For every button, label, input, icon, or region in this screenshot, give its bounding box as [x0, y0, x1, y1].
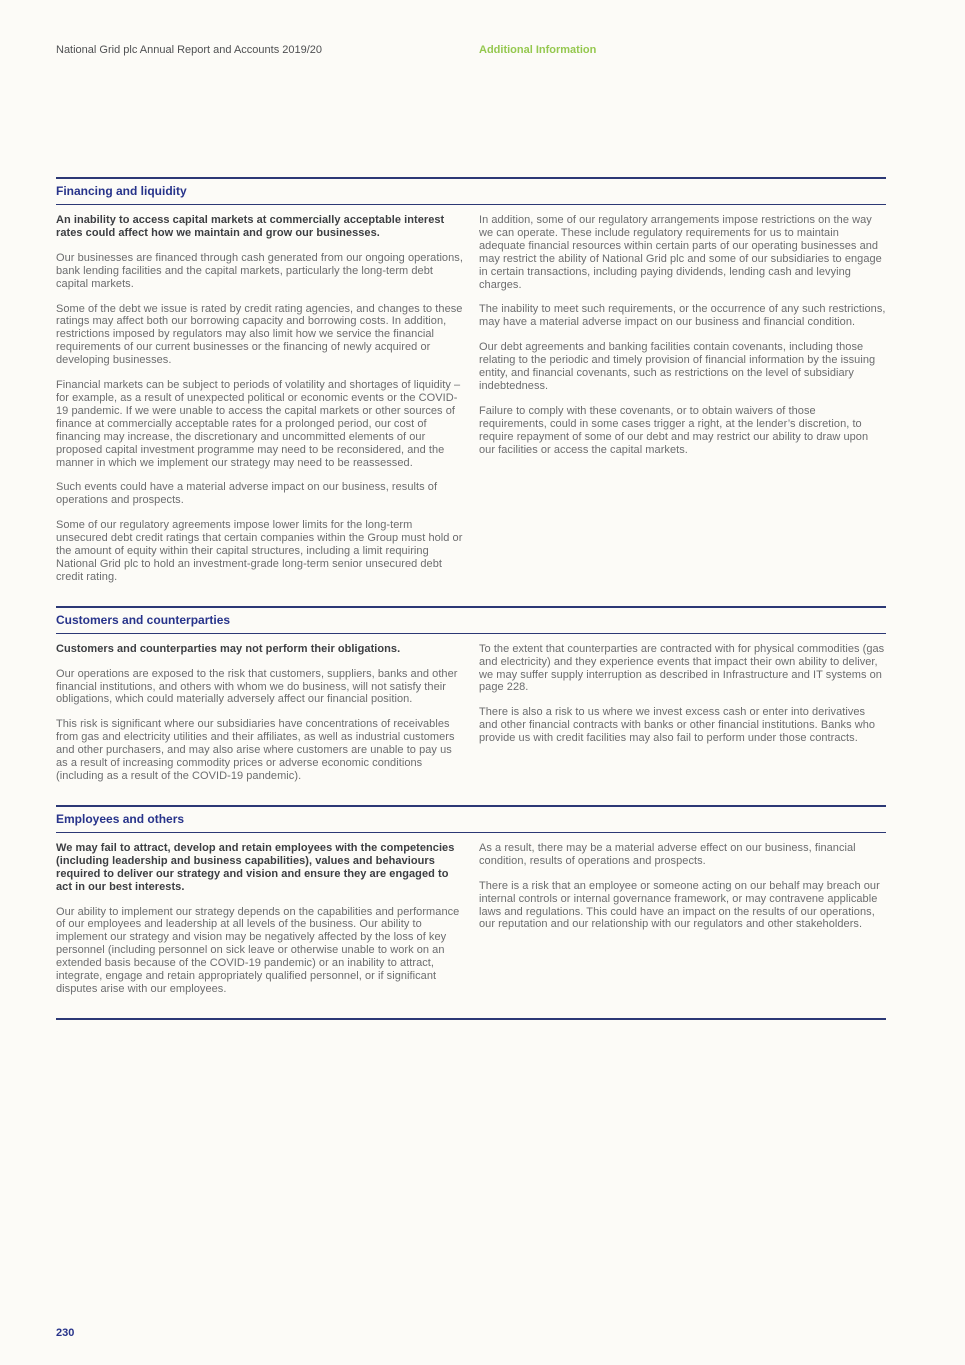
risk-paragraph: As a result, there may be a material adverse effect on our business, financial condition, results of operations and prospects. [479, 841, 856, 867]
risk-paragraph: There is also a risk to us where we invest excess cash or enter into derivatives and other financial contracts with banks or other financial institutions. Banks who provide us with credit facilities may also fail to perform under those contracts. [479, 706, 876, 745]
risk-paragraph: The inability to meet such requirements, or the occurrence of any such restrictions, may have a material adverse impact on our business and financial condition. [479, 303, 886, 329]
risk-paragraph: Some of the debt we issue is rated by credit rating agencies, and changes to these ratings may affect both our borrowing capacity and borrowing costs. In addition, restrictions imposed by regulators may also limit how we service the financial requirements of our current businesses or the financing of newly acquired or developing businesses. [56, 302, 463, 367]
closing-rule [56, 1018, 886, 1020]
risk-section [56, 606, 886, 795]
section-columns [56, 643, 886, 795]
risk-section [56, 805, 886, 1008]
risk-lead-statement: An inability to access capital markets at commercially acceptable interest rates could affect how we maintain and grow our businesses. [56, 214, 445, 239]
risk-paragraph: In addition, some of our regulatory arrangements impose restrictions on the way we can operate. These include regulatory requirements for us to maintain adequate financial resources within certain parts of our operating businesses and may restrict the ability of National Grid plc and some of our subsidiaries to engage in certain transactions, including paying dividends, lending cash and levying charges. [479, 214, 882, 291]
risk-paragraph: Our businesses are financed through cash generated from our ongoing operations, bank lending facilities and the capital markets, particularly the long-term debt capital markets. [56, 251, 463, 290]
risk-paragraph: Failure to comply with these covenants, or to obtain waivers of those requirements, could in some cases trigger a right, at the lender’s discretion, to require repayment of some of our debt and may restrict our ability to draw upon our facilities or access the capital markets. [479, 404, 869, 456]
right-column [479, 643, 886, 795]
page-header [56, 0, 886, 57]
left-column [56, 214, 463, 596]
right-column [479, 214, 886, 596]
risk-paragraph: Some of our regulatory agreements impose lower limits for the long-term unsecured debt credit ratings that certain companies within the Group must hold or the amount of equity within their capital structures, including a limit requiring National Grid plc to hold an investment-grade long-term senior unsecured debt credit rating. [56, 519, 463, 583]
page-number: 230 [56, 1327, 75, 1339]
risk-paragraph: To the extent that counterparties are contracted with for physical commodities (gas and electricity) and they experience events that impact their own ability to deliver, we may suffer supply interruption as described in Infrastructure and IT systems on page 228. [479, 642, 885, 694]
risk-paragraph: Our debt agreements and banking facilities contain covenants, including those relating to the periodic and timely provision of financial information by the issuing entity, and financial covenants, such as restrictions on the level of subsidiary indebtedness. [479, 341, 876, 392]
left-column [56, 842, 463, 1008]
right-column [479, 842, 886, 1008]
risk-paragraph: This risk is significant where our subsidiaries have concentrations of receivables from gas and electricity utilities and their affiliates, as well as industrial customers and other purchasers, and may also arise where customers are unable to pay us as a result of increasing commodity prices or adverse economic conditions (including as a result of the COVID-19 pandemic). [56, 718, 455, 782]
section-columns [56, 214, 886, 596]
risk-paragraph: Such events could have a material adverse impact on our business, results of operations and prospects. [56, 481, 438, 507]
section-title: Customers and counterparties [56, 606, 886, 634]
report-title: National Grid plc Annual Report and Accounts 2019/20 [56, 44, 323, 56]
risk-sections-container [56, 177, 886, 1008]
section-title: Employees and others [56, 805, 886, 833]
risk-paragraph: Our ability to implement our strategy depends on the capabilities and performance of our employees and leadership at all levels of the business. Our ability to implement our strategy and vision may be negatively affected by the loss of key personnel (including personnel on sick leave or otherwise unable to work on an extended basis because of the COVID-19 pandemic) or an inability to attract, integrate, engage and retain appropriately qualified personnel, or if significant disputes arise with our employees. [56, 905, 460, 995]
risk-lead-statement: Customers and counterparties may not perform their obligations. [56, 642, 401, 655]
section-columns [56, 842, 886, 1008]
page-footer [56, 1327, 74, 1339]
section-label-additional-information: Additional Information [479, 44, 597, 56]
risk-paragraph: There is a risk that an employee or someone acting on our behalf may breach our internal controls or internal governance framework, or may contravene applicable laws and regulations. This could have an impact on the results of our operations, our reputation and our relationship with our regulators and other stakeholders. [479, 879, 880, 931]
risk-lead-statement: We may fail to attract, develop and retain employees with the competencies (including leadership and business capabilities), values and behaviours required to deliver our strategy and vision and ensure they are engaged to act in our best interests. [56, 841, 455, 893]
risk-section [56, 177, 886, 596]
risk-paragraph: Our operations are exposed to the risk that customers, suppliers, banks and other financial institutions, and others with whom we do business, will not satisfy their obligations, which could materially adversely affect our financial position. [56, 667, 458, 706]
section-title: Financing and liquidity [56, 177, 886, 205]
left-column [56, 643, 463, 795]
risk-paragraph: Financial markets can be subject to periods of volatility and shortages of liquidity – for example, as a result of unexpected political or economic events or the COVID-19 pandemic. If we were unable to access the capital markets or other sources of finance at commercially acceptable rates for a prolonged period, our cost of financing may increase, the discretionary and uncommitted elements of our proposed capital investment programme may need to be reconsidered, and the manner in which we implement our strategy may need to be reassessed. [56, 379, 461, 469]
